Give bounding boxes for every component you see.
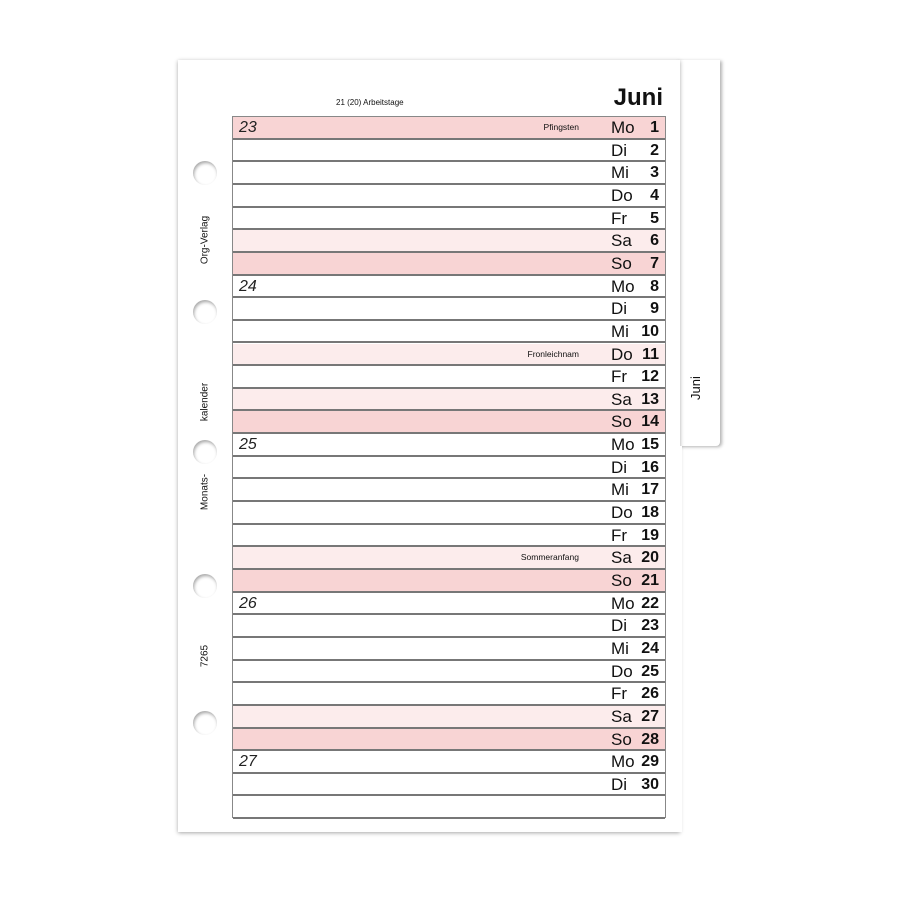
day-number: 22: [641, 594, 659, 612]
weekday: Mo: [611, 118, 635, 137]
day-number: 10: [641, 322, 659, 340]
weekday: Mo: [611, 593, 635, 613]
day-number: 9: [650, 300, 659, 318]
tab-label: Juni: [688, 376, 703, 400]
day-row[interactable]: [233, 162, 665, 185]
day-row[interactable]: [233, 366, 665, 389]
weekday: Mi: [611, 163, 629, 183]
weekday: So: [611, 571, 632, 590]
punch-hole: [193, 711, 217, 735]
weekday: Do: [611, 661, 633, 681]
day-number: 14: [641, 413, 659, 431]
day-row[interactable]: [233, 117, 665, 140]
day-number: 5: [650, 209, 659, 227]
day-row[interactable]: [233, 683, 665, 706]
title-part2: kalender: [199, 382, 211, 422]
day-row[interactable]: [233, 706, 665, 729]
day-row[interactable]: [233, 321, 665, 344]
weekday: Di: [611, 774, 628, 794]
weekday: Sa: [611, 548, 632, 568]
day-row[interactable]: [233, 208, 665, 231]
day-row[interactable]: [233, 751, 665, 774]
weekday: So: [611, 253, 632, 273]
weekday: Mo: [611, 435, 635, 455]
publisher-label: Org-Verlag: [199, 215, 211, 265]
weekday: Sa: [611, 231, 632, 251]
day-number: 15: [641, 436, 659, 454]
weekday: Sa: [611, 706, 632, 726]
day-number: 12: [641, 368, 659, 386]
day-number: 25: [641, 662, 659, 680]
day-row[interactable]: [233, 729, 665, 752]
day-row[interactable]: [233, 230, 665, 253]
weekday: Mi: [611, 480, 629, 500]
day-number: 27: [641, 707, 659, 725]
punch-hole: [193, 300, 217, 324]
product-code: 7265: [199, 644, 211, 668]
holiday-label: Sommeranfang: [520, 552, 579, 563]
weekday: Fr: [611, 525, 628, 545]
day-number: 16: [641, 458, 659, 476]
day-number: 3: [650, 164, 659, 182]
day-row[interactable]: [233, 434, 665, 457]
weekday: Sa: [611, 389, 632, 409]
title-part1: Monats-: [199, 473, 211, 511]
day-row[interactable]: [233, 298, 665, 321]
day-grid: [232, 116, 666, 818]
day-row[interactable]: [233, 638, 665, 661]
day-row[interactable]: [233, 389, 665, 412]
day-number: 21: [641, 572, 659, 589]
weekday: Di: [611, 457, 628, 477]
weekday: Mo: [611, 276, 635, 296]
day-number: 23: [641, 617, 659, 635]
month-title: Juni: [613, 84, 663, 111]
day-row[interactable]: [233, 570, 665, 593]
day-row[interactable]: [233, 593, 665, 616]
week-number: 23: [239, 119, 257, 136]
day-number: 1: [650, 119, 659, 136]
day-row[interactable]: [233, 615, 665, 638]
weekday: Di: [611, 616, 628, 636]
day-row[interactable]: [233, 479, 665, 502]
day-number: 24: [641, 639, 659, 657]
weekday: Do: [611, 503, 633, 523]
week-number: 24: [239, 277, 257, 295]
day-row[interactable]: [233, 547, 665, 570]
day-number: 29: [641, 753, 659, 771]
day-number: 6: [650, 232, 659, 250]
day-number: 2: [650, 141, 659, 159]
punch-hole: [193, 440, 217, 464]
day-number: 13: [641, 390, 659, 408]
weekday: Do: [611, 185, 633, 205]
day-number: 4: [650, 186, 659, 204]
day-row[interactable]: [233, 411, 665, 434]
weekday: Mo: [611, 752, 635, 772]
day-number: 20: [641, 549, 659, 567]
week-number: 27: [239, 753, 257, 771]
day-number: 30: [641, 775, 659, 793]
day-row[interactable]: [233, 185, 665, 208]
day-row[interactable]: [233, 525, 665, 548]
sheet-edge: [672, 446, 682, 832]
day-row[interactable]: [233, 276, 665, 299]
day-row[interactable]: [233, 344, 665, 367]
weekday: Di: [611, 299, 628, 319]
punch-hole: [193, 161, 217, 185]
day-row[interactable]: [233, 774, 665, 797]
holiday-label: Pfingsten: [543, 122, 579, 132]
weekday: So: [611, 412, 632, 432]
workdays-label: 21 (20) Arbeitstage: [336, 98, 404, 107]
day-row[interactable]: [233, 797, 665, 820]
weekday: Fr: [611, 208, 628, 228]
weekday: Mi: [611, 638, 629, 658]
weekday: Do: [611, 344, 633, 364]
punch-hole: [193, 574, 217, 598]
day-row[interactable]: [233, 457, 665, 480]
day-number: 28: [641, 730, 659, 748]
day-row[interactable]: [233, 502, 665, 525]
day-row[interactable]: [233, 661, 665, 684]
day-number: 11: [642, 345, 659, 363]
day-number: 26: [641, 685, 659, 703]
week-number: 26: [239, 594, 257, 612]
weekday: Mi: [611, 321, 629, 341]
holiday-label: Fronleichnam: [527, 348, 579, 359]
day-number: 19: [641, 526, 659, 544]
weekday: Fr: [611, 367, 628, 387]
day-number: 18: [641, 504, 659, 522]
day-row[interactable]: [233, 140, 665, 163]
week-number: 25: [239, 436, 257, 454]
weekday: Di: [611, 140, 628, 160]
weekday: Fr: [611, 684, 628, 704]
day-number: 8: [650, 277, 659, 295]
day-row[interactable]: [233, 253, 665, 276]
weekday: So: [611, 729, 632, 749]
day-number: 7: [650, 254, 659, 272]
day-number: 17: [641, 481, 659, 499]
